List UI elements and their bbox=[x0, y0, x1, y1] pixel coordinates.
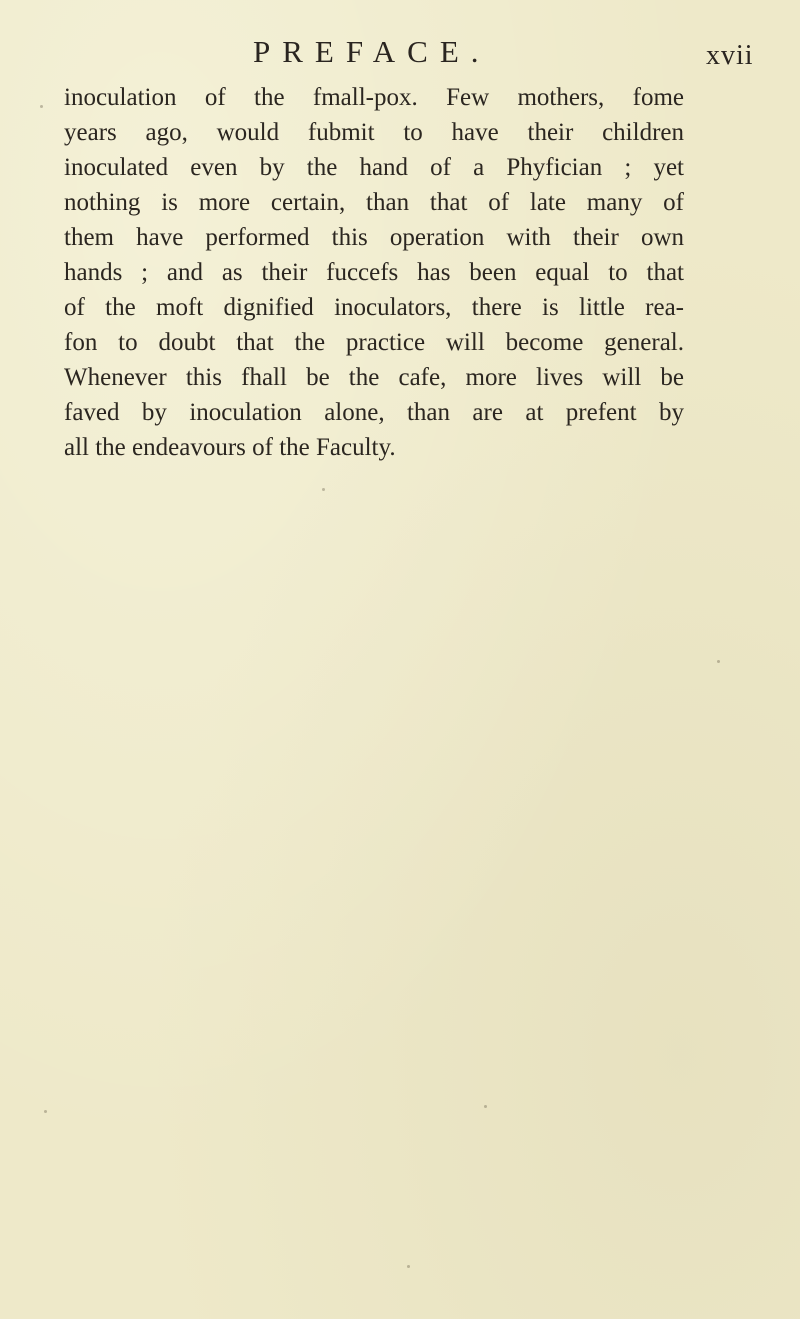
text-line: of the moft dignified inoculators, there is little rea- bbox=[64, 294, 684, 321]
text-line: Whenever this fhall be the cafe, more lives will be bbox=[64, 364, 684, 391]
text-line: inoculation of the fmall-pox. Few mothers, fome bbox=[64, 84, 684, 111]
paper-speck bbox=[40, 105, 43, 108]
text-line: all the endeavours of the Faculty. bbox=[64, 434, 396, 461]
text-line: fon to doubt that the practice will become general. bbox=[64, 329, 684, 356]
paper-speck bbox=[322, 488, 325, 491]
text-line: inoculated even by the hand of a Phyfician ; yet bbox=[64, 154, 684, 181]
paper-speck bbox=[717, 660, 720, 663]
text-line: years ago, would fubmit to have their children bbox=[64, 119, 684, 146]
text-line: hands ; and as their fuccefs has been equal to that bbox=[64, 259, 684, 286]
paper-speck bbox=[44, 1110, 47, 1113]
page-number: xvii bbox=[706, 40, 754, 71]
text-line: them have performed this operation with their own bbox=[64, 224, 684, 251]
page-title: PREFACE. bbox=[253, 34, 491, 69]
text-line: nothing is more certain, than that of late many of bbox=[64, 189, 684, 216]
paper-speck bbox=[407, 1265, 410, 1268]
running-head bbox=[0, 26, 800, 74]
paper-speck bbox=[484, 1105, 487, 1108]
body-text bbox=[64, 80, 684, 465]
text-line: faved by inoculation alone, than are at prefent by bbox=[64, 399, 684, 426]
